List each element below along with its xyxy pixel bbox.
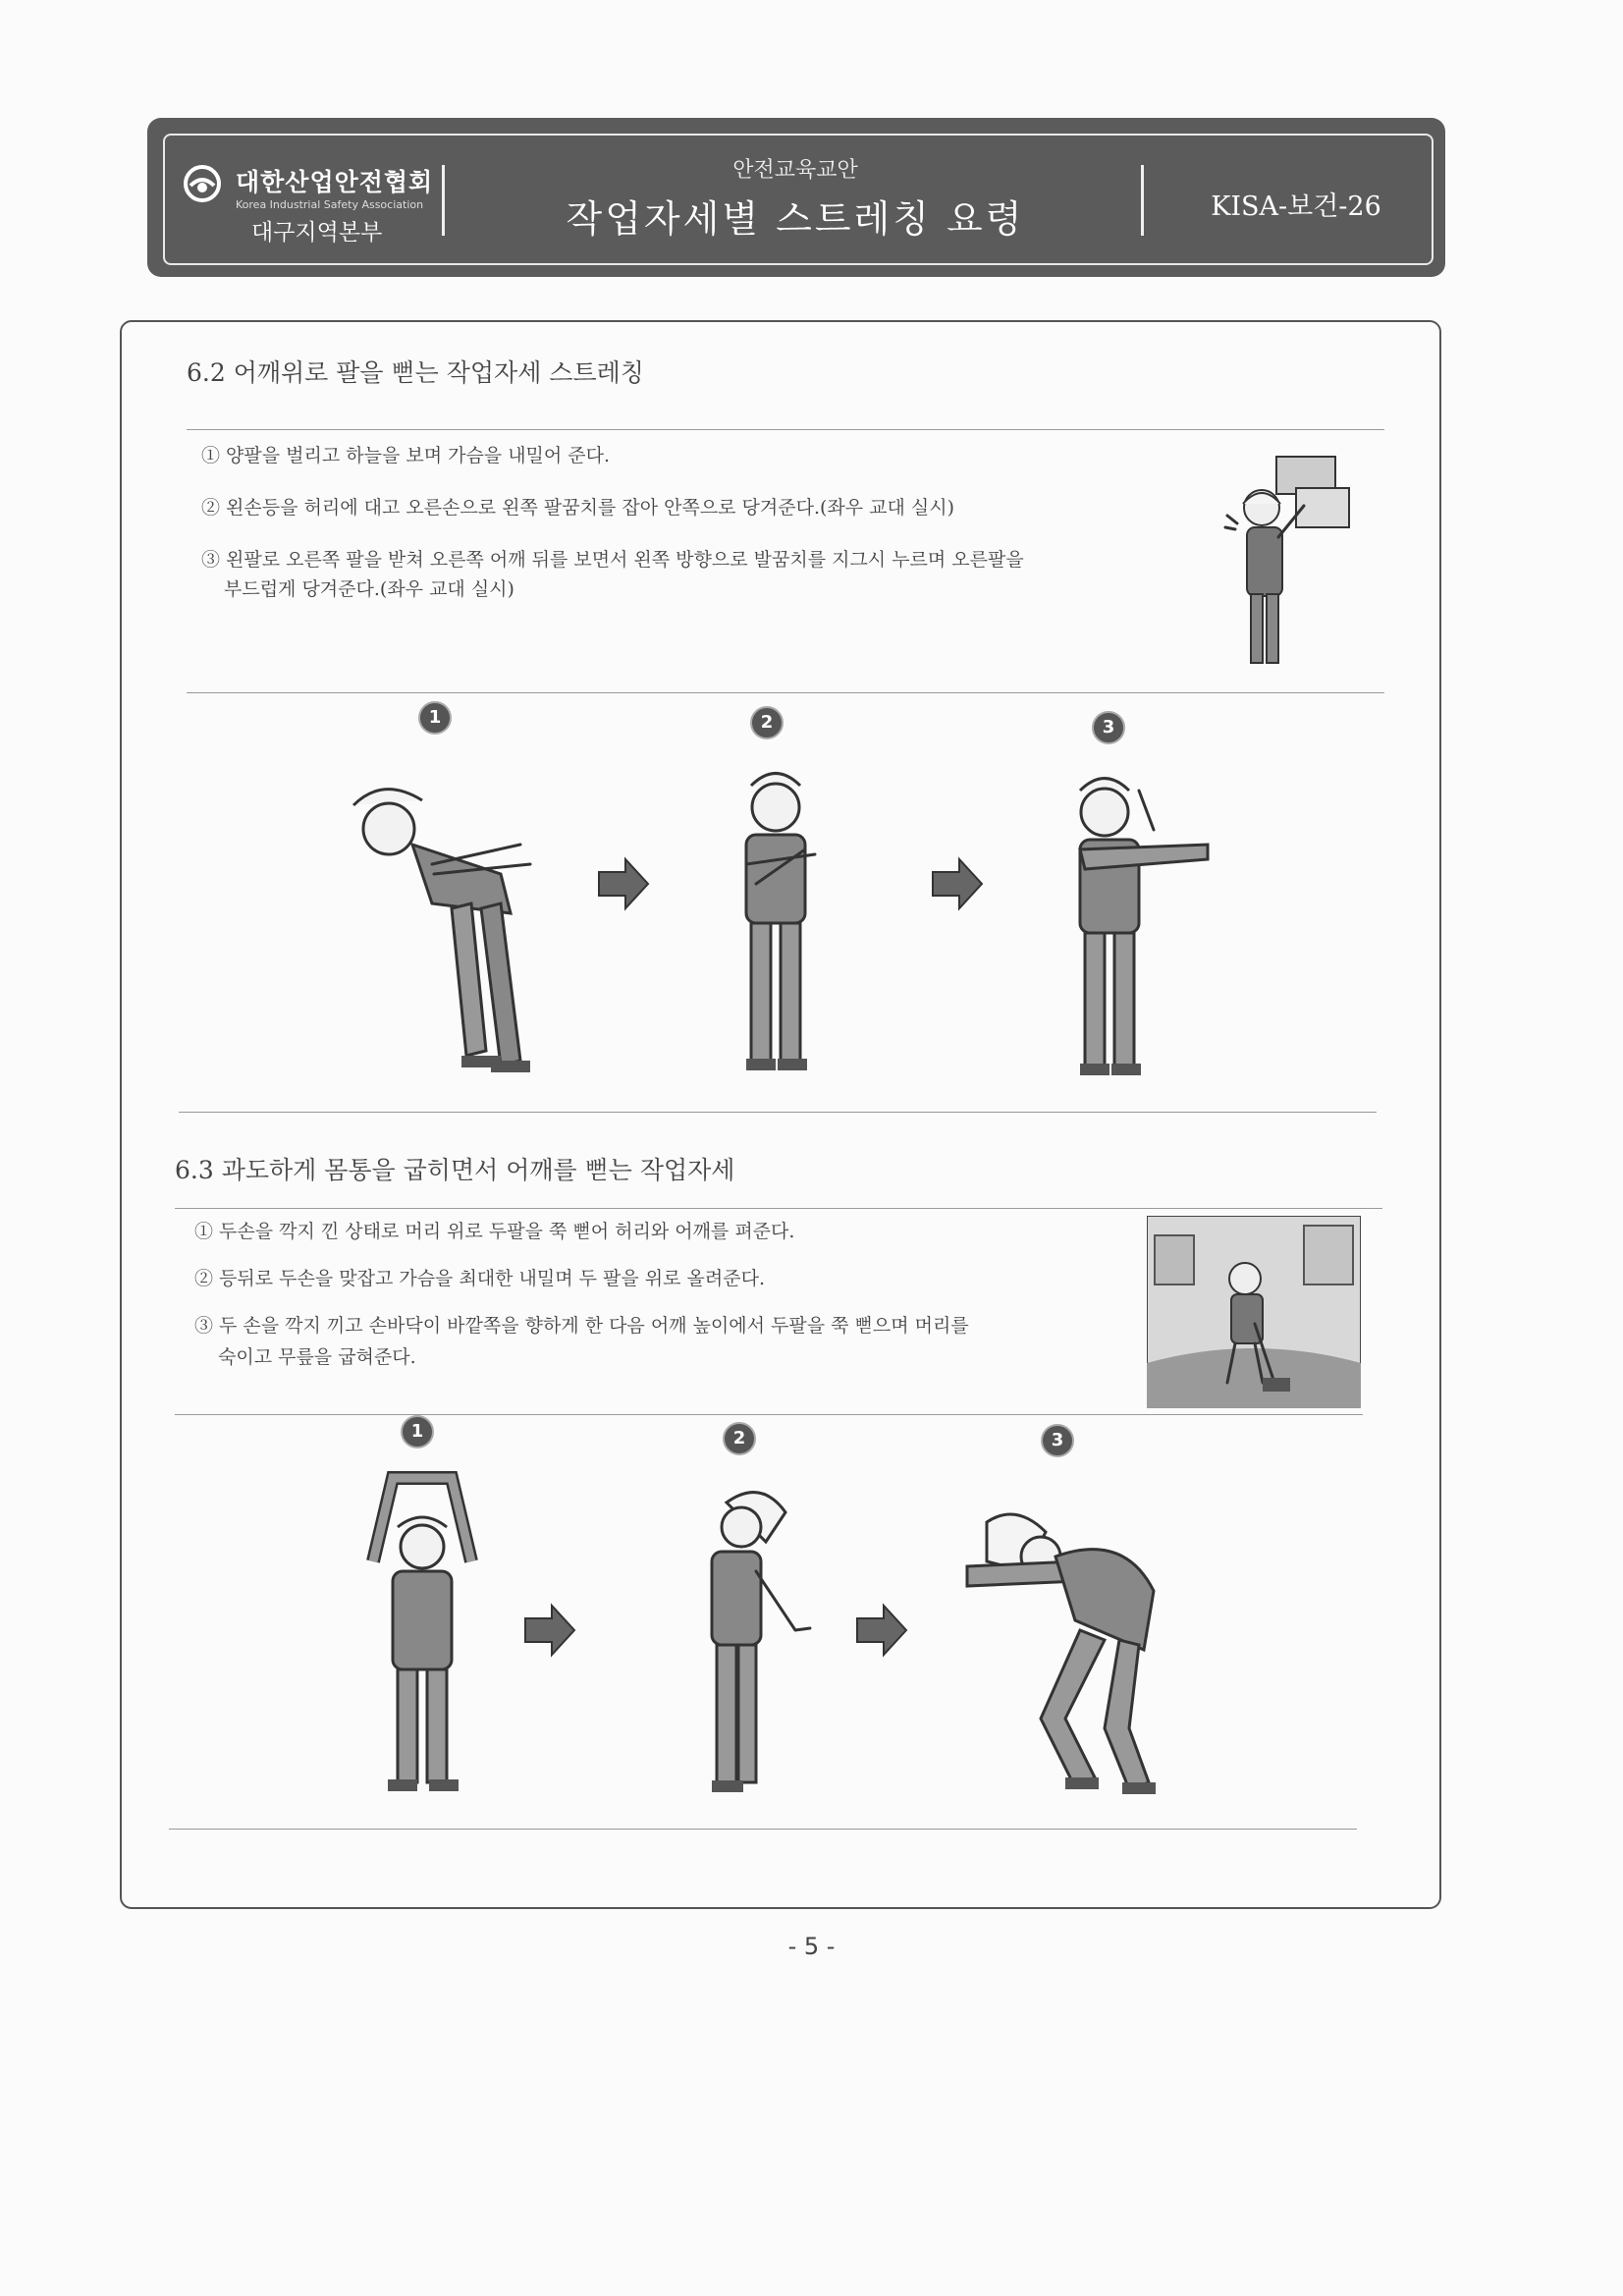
instruction: ③ 왼팔로 오른쪽 팔을 받쳐 오른쪽 어깨 뒤를 보면서 왼쪽 방향으로 발꿈치를 지그시 누르며 오른팔을 <box>201 549 1024 571</box>
divider <box>175 1208 1382 1209</box>
stretch-figure-arms-overhead <box>353 1463 491 1802</box>
step-badge: 3 <box>1092 711 1125 744</box>
instruction: ② 왼손등을 허리에 대고 오른손으로 왼쪽 팔꿈치를 잡아 안쪽으로 당겨준다.(좌우 교대 실시) <box>201 497 955 519</box>
arrow-right-icon <box>852 1601 911 1660</box>
instruction: ③ 두 손을 깍지 끼고 손바닥이 바깥쪽을 향하게 한 다음 어깨 높이에서 두팔을 쭉 뻗으며 머리를 <box>194 1315 969 1337</box>
stretch-figure-chest-lift <box>668 1483 825 1807</box>
doc-title: 작업자세별 스트레칭 요령 <box>566 197 1025 241</box>
instruction: ① 양팔을 벌리고 하늘을 보며 가슴을 내밀어 준다. <box>201 445 611 466</box>
step-badge: 3 <box>1041 1424 1074 1457</box>
worker-carrying-boxes-illustration <box>1217 447 1375 683</box>
arrow-right-icon <box>520 1601 579 1660</box>
doc-kind: 안전교육교안 <box>732 158 858 183</box>
header-divider <box>442 165 445 236</box>
stretch-figure-chest-open <box>324 766 560 1080</box>
step-badge: 2 <box>723 1422 756 1455</box>
org-name: 대한산업안전협회 <box>236 168 434 196</box>
kisa-logo-icon <box>183 164 222 203</box>
instruction: 부드럽게 당겨준다.(좌우 교대 실시) <box>224 578 514 600</box>
step-badge: 1 <box>401 1415 434 1449</box>
section-title: 6.3 과도하게 몸통을 굽히면서 어깨를 뻗는 작업자세 <box>175 1156 735 1184</box>
stretch-figure-arm-across <box>1060 761 1227 1085</box>
instruction: ② 등뒤로 두손을 맞잡고 가슴을 최대한 내밀며 두 팔을 위로 올려준다. <box>194 1268 765 1289</box>
doc-code: KISA-보건-26 <box>1211 191 1381 222</box>
divider <box>169 1829 1357 1830</box>
worker-sweeping-scene-illustration <box>1147 1216 1361 1408</box>
step-badge: 2 <box>750 706 784 739</box>
stretch-figure-elbow-pull <box>717 756 854 1080</box>
arrow-right-icon <box>928 854 987 913</box>
header-divider <box>1141 165 1144 236</box>
instruction: ① 두손을 깍지 낀 상태로 머리 위로 두팔을 쭉 뻗어 허리와 어깨를 펴준다. <box>194 1221 795 1242</box>
arrow-right-icon <box>594 854 653 913</box>
instruction: 숙이고 무릎을 굽혀준다. <box>218 1346 416 1368</box>
org-branch: 대구지역본부 <box>251 220 383 246</box>
step-badge: 1 <box>418 701 452 735</box>
org-english-name: Korea Industrial Safety Association <box>236 198 424 211</box>
divider <box>187 429 1384 430</box>
page-number: - 5 - <box>787 1933 836 1960</box>
divider <box>175 1414 1363 1415</box>
divider <box>179 1112 1377 1113</box>
divider <box>187 692 1384 693</box>
stretch-figure-bend-forward <box>957 1503 1193 1802</box>
section-title: 6.2 어깨위로 팔을 뻗는 작업자세 스트레칭 <box>187 358 644 387</box>
